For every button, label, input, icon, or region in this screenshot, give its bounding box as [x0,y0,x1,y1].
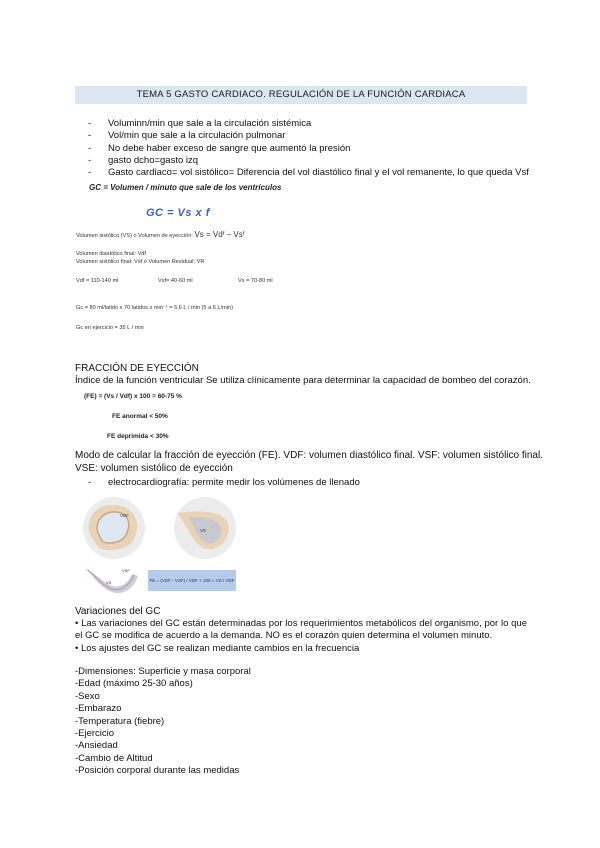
list-item: - gasto dcho=gasto izq [88,154,199,166]
heart-chamber-illustration [82,564,142,602]
volume-definitions: Volumen diastólico final: Vdf Volumen sistólico final: Vsf o Volumen Residual: VR [76,251,205,265]
heart-label: VS [106,580,112,585]
factors-list [75,666,251,778]
heart-label: VDF [120,513,129,518]
list-item: - Vol/min que sale a la circulación pulmonar [88,130,286,142]
heart-diastole-illustration [76,495,156,561]
list-item: -Ejercicio [75,728,115,740]
fe-formula: (FE) = (Vs / Vdf) x 100 = 60-75 % [84,393,182,400]
stroke-volume-line: Volumen sistólico (VS) o Volumen de eyección: Vs = Vdᶠ – Vsᶠ [76,230,245,239]
gc-exercise: Gc en ejercicio = 35 L / min [76,325,144,331]
heart-label: VS [200,528,207,533]
list-item: -Dimensiones: Superficie y masa corporal [75,666,251,677]
list-item: -Posición corporal durante las medidas [75,765,240,777]
page-title: TEMA 5 GASTO CARDIACO. REGULACIÓN DE LA FUNCIÓN CARDIACA [75,86,527,104]
list-item: -Sexo [75,690,100,702]
fe-depressed: FE deprimida < 30% [107,433,169,440]
section-heading-fe: FRACCIÓN DE EYECCIÓN [75,363,199,374]
section-heading-variations: Variaciones del GC [75,606,161,617]
variations-paragraph: • Los ajustes del GC se realizan mediante cambios en la frecuencia [75,643,360,654]
intro-bullet-list [88,118,529,179]
fe-equation-box: FE = (VDF - VSF) / VDF × 100 = VS / VDF [148,570,236,591]
variations-paragraph: • Las variaciones del GC están determinadas por los requerimientos metabólicos del organismo, por lo que el GC se modifica de acuerdo a la demanda. NO es el corazón quien determina el volumen minuto. [75,618,527,642]
list-item: - No debe haber exceso de sangre que aumentó la presión [88,142,351,154]
heart-systole-illustration [167,495,247,561]
list-item: - Voluminn/min que sale a la circulación sistémica [88,118,312,129]
fe-method-text: Modo de calcular la fracción de eyección (FE). VDF: volumen diastólico final. VSF: volumen sistólico final. VSE: volumen sistólico de eyección [75,450,543,474]
list-item: - electrocardiografía: permite medir los volúmenes de llenado [88,477,360,488]
volume-ranges: Vdf = 110-140 ml Vsf= 40-60 ml Vs = 70-80 ml [76,278,273,284]
gc-formula: GC = Vs x f [146,207,210,219]
fe-description: Índice de la función ventricular Se utiliza clínicamente para determinar la capacidad de bombeo del corazón. [75,375,531,386]
list-item: -Temperatura (fiebre) [75,715,165,727]
list-item: -Ansiedad [75,740,118,752]
gc-definition: GC = Volumen / minuto que sale de los ventrículos [89,183,282,192]
heart-label: VSF [122,568,130,573]
list-item: -Embarazo [75,703,122,715]
list-item: - Gasto cardiaco= vol sistólico= Diferencia del vol diastólico final y el vol remanente, lo que queda Vsf [88,167,529,179]
gc-calculation: Gc = 80 ml/latido x 70 latidos x min⁻¹ = 5,6 L / min (5 a 6 L/min) [76,305,233,311]
fe-abnormal: FE anormal < 50% [112,413,168,420]
list-item: -Edad (máximo 25-30 años) [75,678,193,690]
list-item: -Cambio de Altitud [75,752,153,764]
